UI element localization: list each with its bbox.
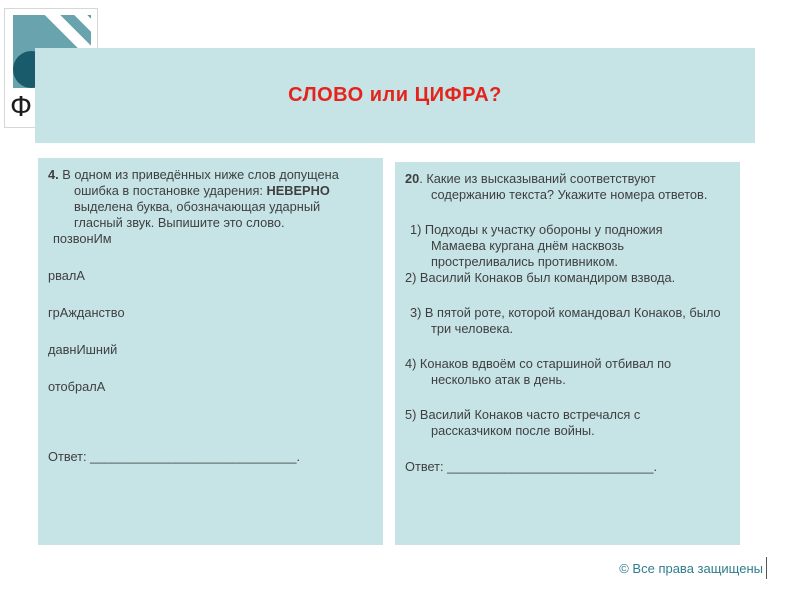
question-4-panel xyxy=(38,158,383,545)
block-answer xyxy=(405,459,738,475)
block-option xyxy=(405,356,738,388)
block-question xyxy=(48,167,381,247)
text-segment: позвонИм xyxy=(53,231,112,246)
block-question xyxy=(405,171,738,203)
header-panel xyxy=(35,48,755,143)
text-segment: гласный звук. Выпишите это слово. xyxy=(74,215,285,230)
text-line xyxy=(405,321,738,337)
text-line xyxy=(405,305,738,321)
text-segment: В одном из приведённых ниже слов допущена xyxy=(58,167,339,182)
text-line xyxy=(405,187,738,203)
block-option xyxy=(405,407,738,439)
text-segment: рвалА xyxy=(48,268,85,283)
text-line xyxy=(48,231,381,247)
text-line xyxy=(405,372,738,388)
text-segment: 4) Конаков вдвоём со старшиной отбивал по xyxy=(405,356,672,371)
text-segment: рассказчиком после войны. xyxy=(431,423,595,438)
text-segment: . Какие из высказываний соответствуют xyxy=(419,171,656,186)
text-segment: Ответ: _____________________________. xyxy=(48,449,301,464)
text-line xyxy=(48,268,381,284)
text-line xyxy=(405,459,738,475)
fipi-logo-letter: Ф xyxy=(10,91,34,123)
bold-text-segment: 20 xyxy=(405,171,420,186)
text-line xyxy=(48,199,381,215)
text-segment: грАжданство xyxy=(48,305,125,320)
question-20-panel xyxy=(395,162,740,545)
block-word xyxy=(48,379,381,395)
text-segment: Ответ: _____________________________. xyxy=(405,459,658,474)
text-segment: содержанию текста? Укажите номера ответов. xyxy=(431,187,708,202)
copyright-text: © Все права защищены xyxy=(619,560,763,576)
copyright-footer xyxy=(619,557,767,579)
text-line xyxy=(405,423,738,439)
block-option xyxy=(405,305,738,337)
text-segment: 3) В пятой роте, которой командовал Конаков, было xyxy=(410,305,721,320)
text-segment: Мамаева кургана днём насквозь xyxy=(431,238,624,253)
bold-text-segment: НЕВЕРНО xyxy=(266,183,330,198)
text-line xyxy=(405,356,738,372)
block-word xyxy=(48,342,381,358)
text-segment: несколько атак в день. xyxy=(431,372,566,387)
block-option xyxy=(405,270,738,286)
text-segment: давнИшний xyxy=(48,342,118,357)
slide-title: СЛОВО или ЦИФРА? xyxy=(288,84,502,106)
block-word xyxy=(48,268,381,284)
block-word xyxy=(48,305,381,321)
text-line xyxy=(405,171,738,187)
text-segment: 5) Василий Конаков часто встречался с xyxy=(405,407,641,422)
text-line xyxy=(405,238,738,254)
block-option xyxy=(405,222,738,270)
text-segment: выделена буква, обозначающая ударный xyxy=(74,199,321,214)
block-answer xyxy=(48,449,381,465)
bold-text-segment: 4. xyxy=(48,167,59,182)
text-line xyxy=(405,407,738,423)
text-segment: отобралА xyxy=(48,379,106,394)
text-line xyxy=(48,215,381,231)
text-line xyxy=(48,183,381,199)
text-segment: три человека. xyxy=(431,321,514,336)
text-line xyxy=(48,449,381,465)
text-line xyxy=(48,167,381,183)
text-line xyxy=(405,270,738,286)
text-line xyxy=(405,222,738,238)
text-line xyxy=(48,342,381,358)
text-segment: ошибка в постановке ударения: xyxy=(74,183,267,198)
text-line xyxy=(48,305,381,321)
text-line xyxy=(48,379,381,395)
text-segment: 2) Василий Конаков был командиром взвода. xyxy=(405,270,676,285)
text-segment: простреливались противником. xyxy=(431,254,618,269)
text-segment: 1) Подходы к участку обороны у подножия xyxy=(410,222,663,237)
text-line xyxy=(405,254,738,270)
